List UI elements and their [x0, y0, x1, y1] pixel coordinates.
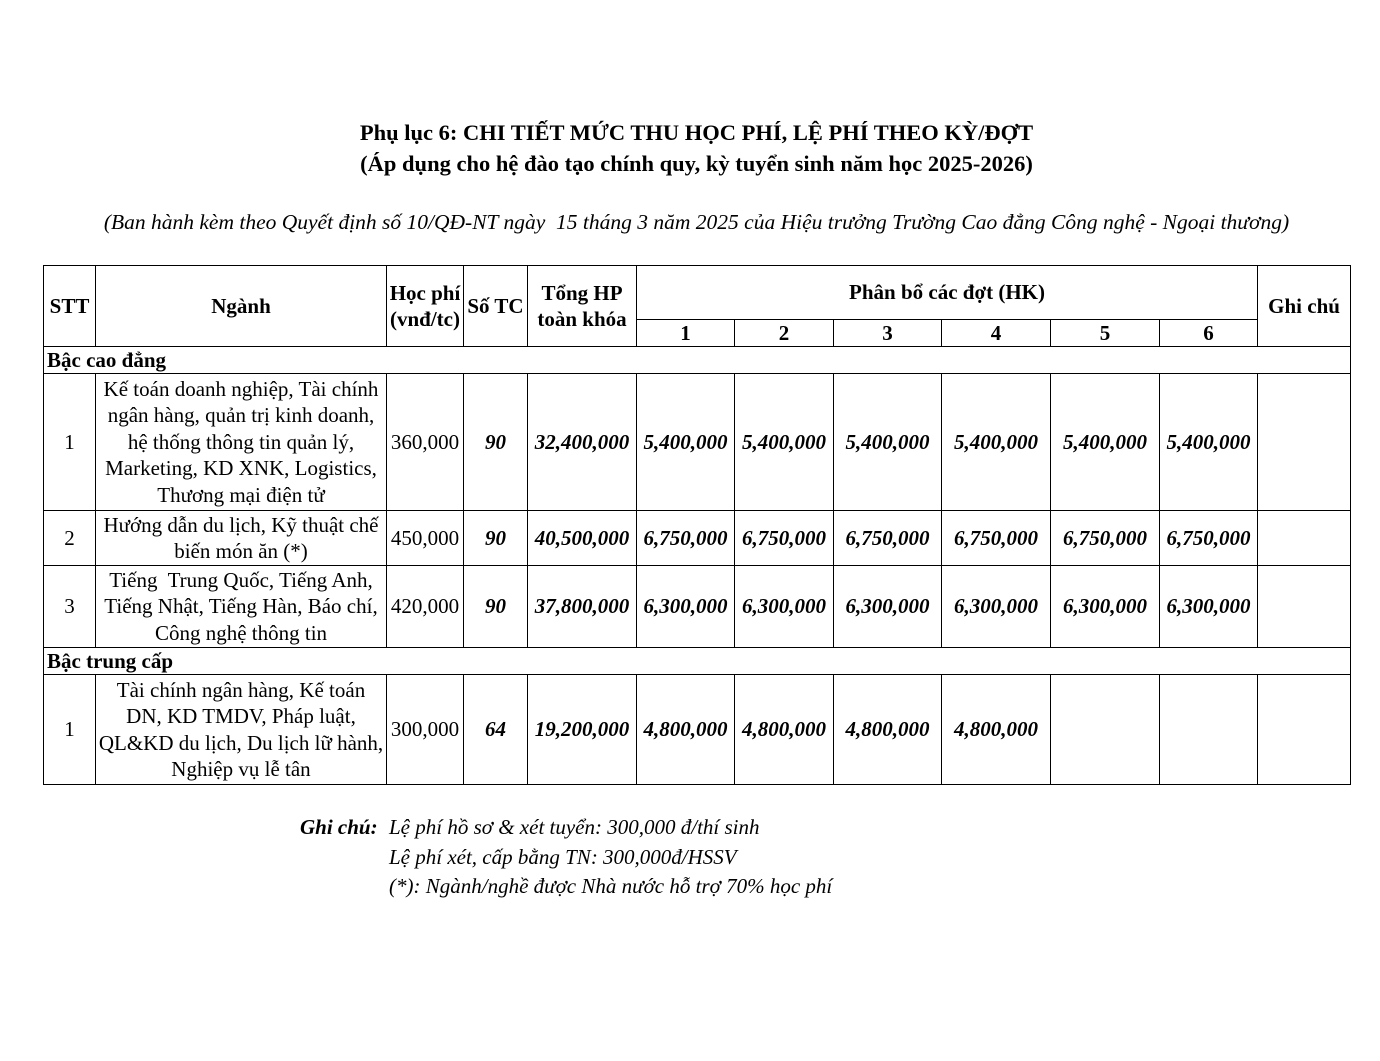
row-note: [1258, 374, 1351, 511]
row-term-5: [1051, 675, 1160, 785]
header-term-3: 3: [834, 320, 942, 347]
note-line: Lệ phí xét, cấp bằng TN: 300,000đ/HSSV: [389, 844, 737, 869]
table-row: [44, 511, 1351, 566]
header-major: Ngành: [96, 266, 387, 347]
header-allocation: Phân bổ các đợt (HK): [637, 266, 1258, 320]
header-term-4: 4: [942, 320, 1051, 347]
section-row: [44, 347, 1351, 374]
fee-table: [43, 265, 1351, 785]
section-title: Bậc cao đẳng: [44, 347, 1351, 374]
header-note: Ghi chú: [1258, 266, 1351, 347]
section-title: Bậc trung cấp: [44, 648, 1351, 675]
row-term-4: 5,400,000: [942, 374, 1051, 511]
row-fee: 450,000: [387, 511, 464, 566]
row-fee: 300,000: [387, 675, 464, 785]
row-term-5: 6,300,000: [1051, 566, 1160, 648]
row-credits: 90: [464, 566, 528, 648]
header-total-line: Tổng HP: [541, 280, 623, 305]
header-fee-line: Học phí: [389, 280, 461, 305]
row-term-1: 4,800,000: [637, 675, 735, 785]
note-line: (*): Ngành/nghề được Nhà nước hỗ trợ 70% học phí: [389, 874, 833, 898]
header-term-5: 5: [1051, 320, 1160, 347]
row-term-6: 6,300,000: [1160, 566, 1258, 648]
row-term-3: 6,750,000: [834, 511, 942, 566]
row-major: [96, 675, 387, 785]
row-term-3: 6,300,000: [834, 566, 942, 648]
table-header: [44, 266, 1351, 347]
row-total: 32,400,000: [528, 374, 637, 511]
row-term-6: 6,750,000: [1160, 511, 1258, 566]
row-stt: 1: [44, 374, 96, 511]
notes-list: [389, 813, 832, 902]
major-line: Tiếng Nhật, Tiếng Hàn, Báo chí,: [104, 594, 378, 619]
row-fee: 360,000: [387, 374, 464, 511]
row-term-1: 6,750,000: [637, 511, 735, 566]
major-line: hệ thống thông tin quản lý,: [127, 429, 355, 454]
notes-label: Ghi chú:: [300, 815, 378, 839]
row-stt: 3: [44, 566, 96, 648]
row-note: [1258, 675, 1351, 785]
row-total: 37,800,000: [528, 566, 637, 648]
table-row: [44, 566, 1351, 648]
row-term-6: 5,400,000: [1160, 374, 1258, 511]
row-term-2: 6,750,000: [735, 511, 834, 566]
row-major: [96, 511, 387, 566]
row-term-5: 5,400,000: [1051, 374, 1160, 511]
row-total: 40,500,000: [528, 511, 637, 566]
row-note: [1258, 511, 1351, 566]
row-term-3: 4,800,000: [834, 675, 942, 785]
major-line: Kế toán doanh nghiệp, Tài chính: [103, 376, 379, 401]
row-term-4: 6,750,000: [942, 511, 1051, 566]
header-term-2: 2: [735, 320, 834, 347]
row-credits: 90: [464, 374, 528, 511]
issuance-note: (Ban hành kèm theo Quyết định số 10/QĐ-NT ngày 15 tháng 3 năm 2025 của Hiệu trưởng Trường Cao đẳng Công nghệ - Ngoại thương): [103, 210, 1290, 234]
header-row: [44, 266, 1351, 320]
row-term-4: 4,800,000: [942, 675, 1051, 785]
major-line: Tài chính ngân hàng, Kế toán: [116, 677, 366, 702]
row-note: [1258, 566, 1351, 648]
row-stt: 2: [44, 511, 96, 566]
table-body: [44, 347, 1351, 785]
major-line: Marketing, KD XNK, Logistics,: [105, 456, 377, 481]
header-credits: Số TC: [464, 266, 528, 347]
row-credits: 90: [464, 511, 528, 566]
table-row: [44, 675, 1351, 785]
header-total: [528, 266, 637, 347]
row-term-2: 5,400,000: [735, 374, 834, 511]
section-row: [44, 648, 1351, 675]
table-row: [44, 374, 1351, 511]
row-term-1: 6,300,000: [637, 566, 735, 648]
document-title: Phụ lục 6: CHI TIẾT MỨC THU HỌC PHÍ, LỆ PHÍ THEO KỲ/ĐỢT: [359, 120, 1034, 145]
header-fee-unit: (vnđ/tc): [390, 307, 460, 331]
major-line: DN, KD TMDV, Pháp luật,: [126, 704, 356, 728]
row-term-2: 4,800,000: [735, 675, 834, 785]
row-major: [96, 374, 387, 511]
row-term-1: 5,400,000: [637, 374, 735, 511]
header-term-1: 1: [637, 320, 735, 347]
major-line: Công nghệ thông tin: [154, 620, 328, 645]
row-total: 19,200,000: [528, 675, 637, 785]
major-line: Hướng dẫn du lịch, Kỹ thuật chế: [103, 512, 379, 537]
row-major: [96, 566, 387, 648]
document-subtitle: (Áp dụng cho hệ đào tạo chính quy, kỳ tuyển sinh năm học 2025-2026): [360, 151, 1033, 176]
major-line: QL&KD du lịch, Du lịch lữ hành,: [98, 730, 384, 755]
header-total-line: toàn khóa: [537, 307, 627, 331]
major-line: Thương mại điện tử: [157, 482, 325, 507]
note-line: Lệ phí hồ sơ & xét tuyển: 300,000 đ/thí sinh: [389, 815, 760, 839]
row-term-3: 5,400,000: [834, 374, 942, 511]
major-line: ngân hàng, quản trị kinh doanh,: [107, 403, 375, 428]
major-line: Nghiệp vụ lễ tân: [171, 757, 311, 781]
row-term-4: 6,300,000: [942, 566, 1051, 648]
header-term-6: 6: [1160, 320, 1258, 347]
row-term-5: 6,750,000: [1051, 511, 1160, 566]
header-fee: [387, 266, 464, 347]
major-line: Tiếng Trung Quốc, Tiếng Anh,: [109, 567, 373, 592]
major-line: biến món ăn (*): [174, 539, 308, 563]
row-credits: 64: [464, 675, 528, 785]
row-fee: 420,000: [387, 566, 464, 648]
row-term-2: 6,300,000: [735, 566, 834, 648]
row-stt: 1: [44, 675, 96, 785]
row-term-6: [1160, 675, 1258, 785]
header-stt: STT: [44, 266, 96, 347]
